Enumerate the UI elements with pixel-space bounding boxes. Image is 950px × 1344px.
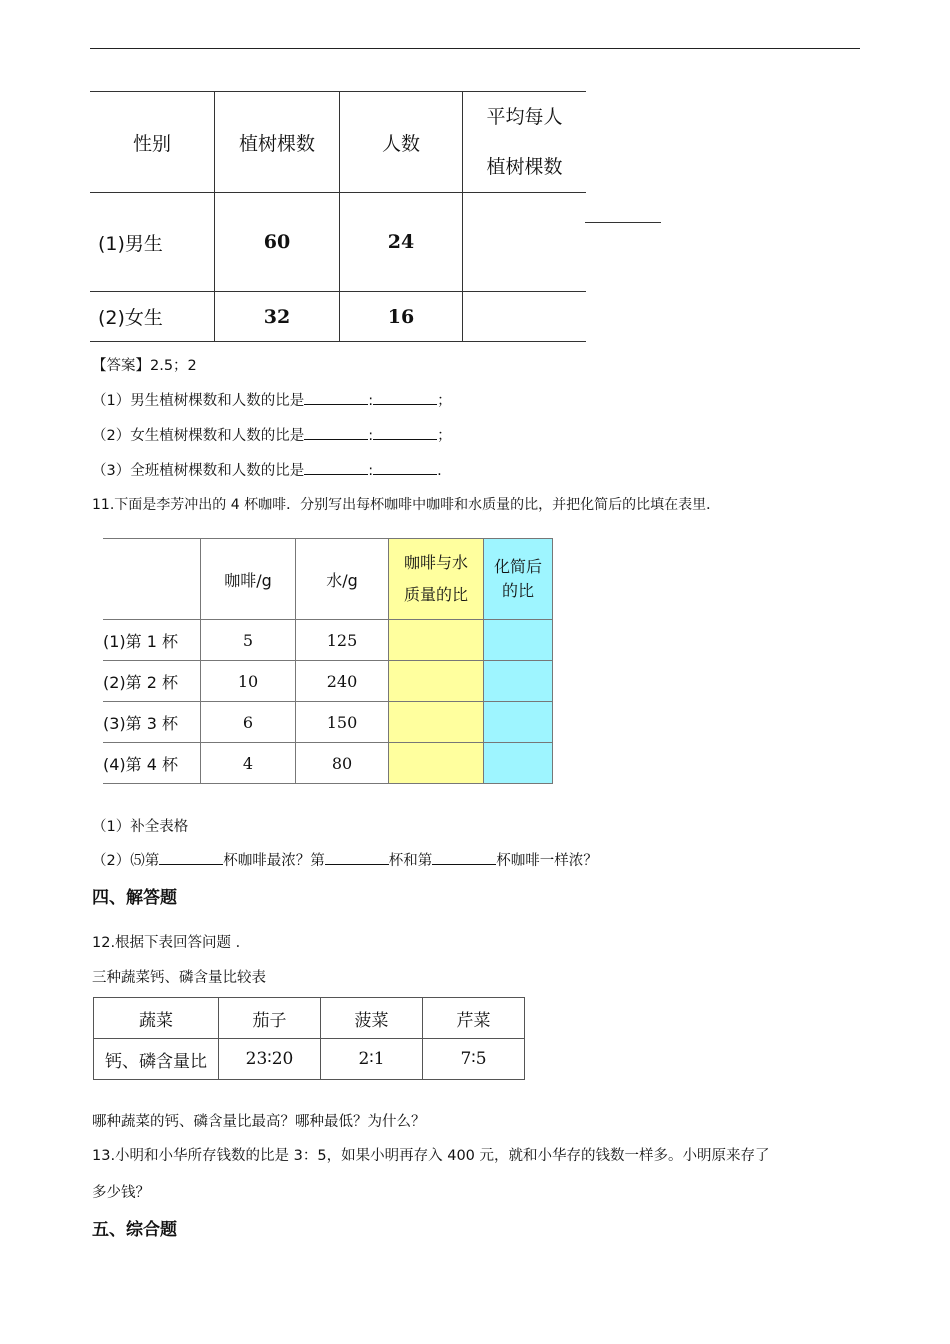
row-label: (1)男生: [98, 232, 163, 255]
q10-item-text: （1）男生植树棵数和人数的比是: [92, 393, 305, 409]
header-trees: 植树棵数: [215, 92, 340, 193]
q10-item-1: [92, 389, 452, 410]
q12-caption: 三种蔬菜钙、磷含量比较表: [92, 970, 266, 986]
header-average: [463, 92, 587, 193]
row-label: 钙、磷含量比: [94, 1039, 219, 1080]
ratio-celery: 7∶5: [423, 1039, 525, 1080]
simplified-cell[interactable]: [484, 620, 553, 661]
fill-blank[interactable]: [373, 392, 437, 405]
ratio-spinach: 2∶1: [321, 1039, 423, 1080]
q11-sub2-part: 杯咖啡一样浓？: [496, 853, 598, 869]
coffee-table: [103, 538, 553, 784]
table-header-row: [90, 92, 586, 193]
punctuation: ；: [437, 428, 452, 444]
row-label: (2)第 2 杯: [103, 661, 201, 702]
row-label: (2)女生: [98, 307, 163, 329]
header-average-line2: 植树棵数: [486, 156, 563, 178]
header-average-line1: 平均每人: [486, 106, 563, 128]
fill-blank[interactable]: [373, 462, 437, 475]
ratio-cell[interactable]: [389, 743, 484, 784]
header-simplified-line2: 的比: [501, 581, 534, 600]
q11-sub2-part: 杯和第: [388, 853, 433, 869]
row-coffee: 6: [201, 702, 296, 743]
row-coffee: 10: [201, 661, 296, 702]
row-coffee: 4: [201, 743, 296, 784]
section-heading-4: 四、解答题: [92, 888, 177, 908]
simplified-cell[interactable]: [484, 743, 553, 784]
answer-prefix: 【答案】: [92, 358, 150, 374]
row-average: [463, 292, 587, 342]
table-header-row: [103, 539, 553, 620]
row-label: (3)第 3 杯: [103, 702, 201, 743]
row-people: 24: [340, 193, 463, 292]
header-ratio: [389, 539, 484, 620]
q11-sub2-part: 杯咖啡最浓？第: [223, 853, 325, 869]
header-ratio-line1: 咖啡与水: [403, 553, 468, 572]
header-gender: 性别: [132, 132, 171, 155]
header-eggplant: 茄子: [219, 998, 321, 1039]
header-blank: [103, 539, 201, 620]
row-label: (4)第 4 杯: [103, 743, 201, 784]
header-coffee: 咖啡/g: [201, 539, 296, 620]
table-row: [103, 743, 553, 784]
header-rule: [90, 48, 860, 49]
row-label: (1)第 1 杯: [103, 620, 201, 661]
row-trees: 32: [215, 292, 340, 342]
fill-blank[interactable]: [304, 392, 368, 405]
q10-item-2: [92, 424, 452, 445]
row-average: [463, 193, 587, 292]
section-heading-5: 五、综合题: [92, 1220, 177, 1240]
fill-blank[interactable]: [432, 852, 496, 865]
simplified-cell[interactable]: [484, 702, 553, 743]
q13-line2: 多少钱？: [92, 1185, 150, 1201]
table-row: [90, 292, 586, 342]
q11-text: 11.下面是李芳冲出的 4 杯咖啡．分别写出每杯咖啡中咖啡和水质量的比，并把化简后的比填在表里．: [92, 497, 721, 513]
header-simplified: [484, 539, 553, 620]
q10-item-text: （3）全班植树棵数和人数的比是: [92, 463, 305, 479]
ratio-separator: :: [368, 463, 374, 479]
header-vegetable: 蔬菜: [94, 998, 219, 1039]
fill-blank[interactable]: [159, 852, 223, 865]
q11-sub1: （1）补全表格: [92, 819, 189, 835]
answer-value: 2.5；2: [150, 358, 197, 374]
header-simplified-line1: 化简后: [493, 557, 542, 576]
ratio-eggplant: 23∶20: [219, 1039, 321, 1080]
ratio-cell[interactable]: [389, 702, 484, 743]
q12-question: 哪种蔬菜的钙、磷含量比最高？哪种最低？为什么？: [92, 1114, 426, 1130]
ratio-separator: :: [368, 428, 374, 444]
punctuation: .: [437, 463, 442, 479]
fill-blank[interactable]: [304, 462, 368, 475]
ratio-separator: :: [368, 393, 374, 409]
row-water: 125: [296, 620, 389, 661]
answer-line: [92, 354, 197, 375]
punctuation: ；: [437, 393, 452, 409]
q11-sub2: [92, 849, 598, 870]
row-coffee: 5: [201, 620, 296, 661]
answer-blank-line: [585, 222, 661, 223]
tree-planting-table: [90, 91, 586, 342]
ratio-cell[interactable]: [389, 661, 484, 702]
vegetable-table: [93, 997, 525, 1080]
header-spinach: 菠菜: [321, 998, 423, 1039]
header-people: 人数: [340, 92, 463, 193]
fill-blank[interactable]: [373, 427, 437, 440]
table-row: [103, 702, 553, 743]
row-trees: 60: [215, 193, 340, 292]
q10-item-3: [92, 459, 442, 480]
header-water: 水/g: [296, 539, 389, 620]
q11-sub2-part: （2）⑸第: [92, 853, 160, 869]
table-row: [94, 1039, 525, 1080]
table-header-row: [94, 998, 525, 1039]
fill-blank[interactable]: [325, 852, 389, 865]
header-celery: 芹菜: [423, 998, 525, 1039]
row-water: 240: [296, 661, 389, 702]
table-row: [103, 661, 553, 702]
row-water: 80: [296, 743, 389, 784]
table-row: [103, 620, 553, 661]
row-people: 16: [340, 292, 463, 342]
ratio-cell[interactable]: [389, 620, 484, 661]
q12-text: 12.根据下表回答问题 ．: [92, 935, 251, 951]
table-row: [90, 193, 586, 292]
q13-line1: 13.小明和小华所存钱数的比是 3：5，如果小明再存入 400 元，就和小华存的钱数一样多。小明原来存了: [92, 1148, 770, 1164]
simplified-cell[interactable]: [484, 661, 553, 702]
fill-blank[interactable]: [304, 427, 368, 440]
q10-item-text: （2）女生植树棵数和人数的比是: [92, 428, 305, 444]
row-water: 150: [296, 702, 389, 743]
header-ratio-line2: 质量的比: [403, 585, 468, 604]
